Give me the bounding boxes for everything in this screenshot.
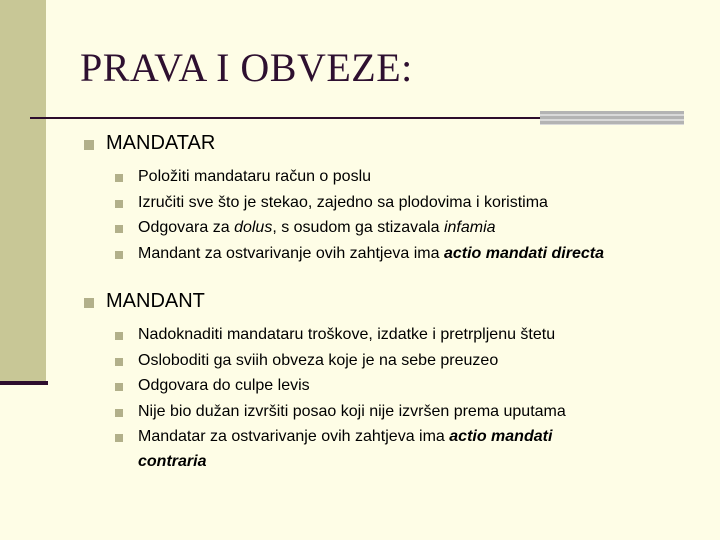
bold-italic-term: actio mandati <box>449 428 553 445</box>
bold-italic-term: contraria <box>138 453 207 470</box>
slide-title: PRAVA I OBVEZE: <box>80 45 413 90</box>
list-bullet-icon <box>115 332 123 340</box>
list-item <box>138 429 552 445</box>
list-item <box>138 378 310 394</box>
list-item <box>138 353 498 369</box>
list-bullet-icon <box>115 409 123 417</box>
list-item-continuation <box>138 454 206 470</box>
list-item <box>138 195 548 211</box>
section-heading: MANDANT <box>106 290 205 312</box>
list-item <box>138 327 555 343</box>
list-bullet-icon <box>115 383 123 391</box>
list-bullet-icon <box>115 225 123 233</box>
list-item <box>138 404 566 420</box>
section-bullet-icon <box>84 298 94 308</box>
list-bullet-icon <box>115 251 123 259</box>
left-band-divider <box>0 381 48 385</box>
bold-italic-term: actio mandati directa <box>443 244 604 262</box>
list-item <box>138 220 496 236</box>
section-heading: MANDATAR <box>106 132 216 154</box>
item-text: Odgovara za <box>138 219 235 236</box>
item-text: , s osudom ga stizavala <box>272 219 444 236</box>
item-text: Položiti mandataru račun o poslu <box>138 168 372 185</box>
list-item <box>138 246 604 262</box>
item-text: Nadoknaditi mandataru troškove, izdatke i pretrpljenu štetu <box>138 326 556 343</box>
list-bullet-icon <box>115 200 123 208</box>
list-bullet-icon <box>115 174 123 182</box>
item-text: Nije bio dužan izvršiti posao koji nije izvršen prema uputama <box>138 402 566 420</box>
item-text: Mandant za ostvarivanje ovih zahtjeva ima <box>138 244 444 262</box>
item-text: Mandatar za ostvarivanje ovih zahtjeva ima <box>138 428 450 445</box>
item-text: Odgovara do culpe levis <box>138 377 310 394</box>
list-item <box>138 169 371 185</box>
italic-term: dolus <box>234 219 273 236</box>
left-decorative-band <box>0 0 46 381</box>
list-bullet-icon <box>115 434 123 442</box>
item-text: Izručiti sve što je stekao, zajedno sa plodovima i koristima <box>138 193 548 211</box>
item-text: Osloboditi ga sviih obveza koje je na sebe preuzeo <box>138 351 499 369</box>
list-bullet-icon <box>115 358 123 366</box>
title-rule-accent <box>540 111 684 125</box>
section-bullet-icon <box>84 140 94 150</box>
italic-term: infamia <box>443 219 496 236</box>
